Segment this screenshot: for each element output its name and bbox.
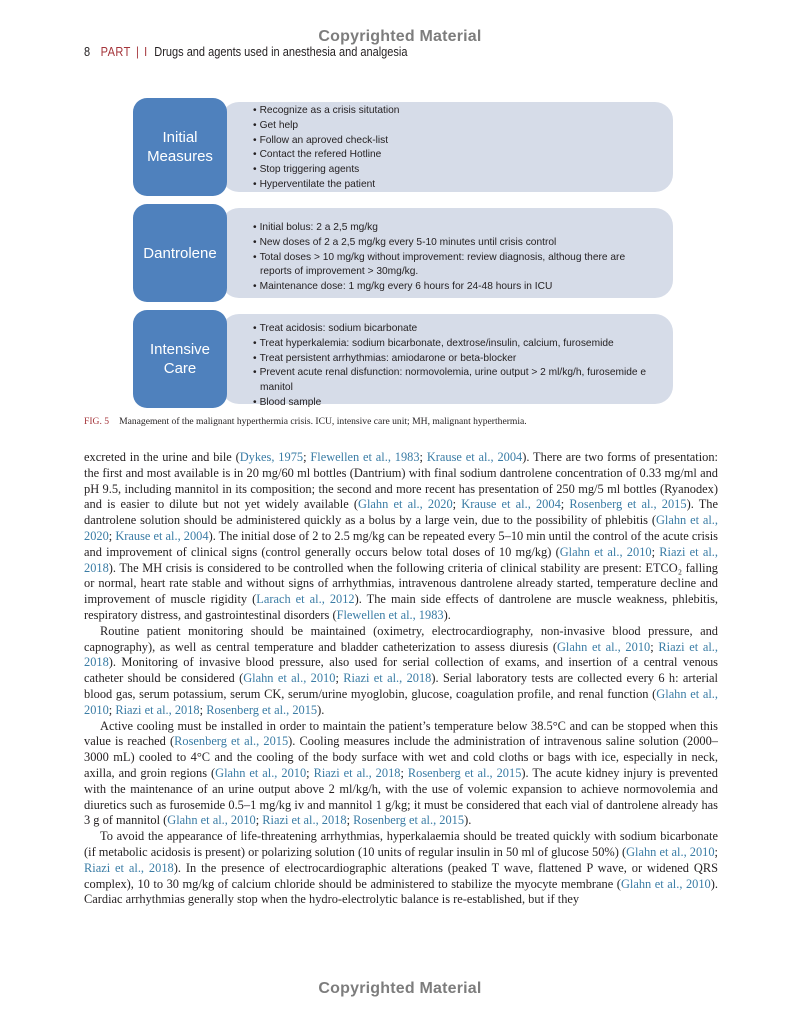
page-number: 8	[84, 45, 91, 59]
bullet-item: • Blood sample	[253, 396, 653, 411]
citation-link[interactable]: Glahn et al., 2010	[243, 671, 336, 686]
bullet-item: • Treat hyperkalemia: sodium bicarbonate, dextrose/insulin, calcium, furosemide	[253, 337, 653, 352]
running-head	[84, 45, 407, 59]
bullet-item: • Treat persistent arrhythmias: amiodarone or beta-blocker	[253, 352, 653, 367]
figure-mh-management	[133, 98, 673, 416]
bullet-item: • Total doses > 10 mg/kg without improvement: review diagnosis, althoug there are reports of improvement > 30mg/kg.	[253, 251, 653, 281]
paragraph-text: ).	[443, 607, 451, 622]
paragraph-text: ;	[108, 702, 116, 717]
paragraph-text: ;	[714, 844, 718, 859]
bullet-item: • New doses of 2 a 2,5 mg/kg every 5-10 minutes until crisis control	[253, 236, 653, 251]
figure-label: FIG. 5	[84, 416, 110, 427]
bullet-item: • Hyperventilate the patient	[253, 178, 653, 193]
citation-link[interactable]: Flewellen et al., 1983	[336, 607, 444, 622]
paragraph-text: ). In the presence of electrocardiographic alterations (peaked T wave, flattened P wave, or widened QRS complex), 10 to 30 mg/kg of calcium chloride should be administered to stabilize the myocyte membrane (	[84, 860, 718, 891]
paragraph-text: Routine patient monitoring should be maintained (oximetry, electrocardiography, non-invasive blood pressure, and capnography), as well as central temperature and bladder catheterization to assess diuresis (	[84, 623, 718, 654]
bullet-item: • Contact the refered Hotline	[253, 148, 653, 163]
paragraph-text: ;	[651, 544, 660, 559]
copyright-watermark-top: Copyrighted Material	[318, 28, 482, 45]
citation-link[interactable]: Glahn et al., 2020	[358, 497, 453, 512]
paragraph-text: ;	[255, 813, 263, 828]
paragraph-text: ).	[464, 813, 472, 828]
caption-text: Management of the malignant hyperthermia crisis. ICU, intensive care unit; MH, malignant hyperthermia.	[119, 416, 527, 427]
paragraph-text: ;	[306, 765, 314, 780]
citation-link[interactable]: Riazi et al., 2018	[84, 544, 718, 575]
bullet-item: • Recognize as a crisis situtation	[253, 104, 653, 119]
body-text	[84, 450, 718, 908]
citation-link[interactable]: Riazi et al., 2018	[84, 860, 174, 875]
figure-caption	[84, 416, 527, 427]
citation-link[interactable]: Riazi et al., 2018	[262, 813, 347, 828]
citation-link[interactable]: Glahn et al., 2010	[559, 544, 652, 559]
paragraph-text: ). The acute kidney injury is prevented with the maintenance of an urine output above 2 ml/kg/h, with the use of volemic expansion to achieve normovolemia and diuretics such as furosemide 0.5–1 mg/kg iv and mannitol 1 g/kg; it must be considered that each vial of dantrolene already has 3 g of mannitol (	[84, 765, 718, 828]
paragraph-text: ;	[108, 528, 116, 543]
citation-link[interactable]: Dykes, 1975	[239, 450, 304, 464]
bullet-item: • Maintenance dose: 1 mg/kg every 6 hours for 24-48 hours in ICU	[253, 280, 653, 295]
part-title: Drugs and agents used in anesthesia and analgesia	[154, 45, 408, 59]
paragraph-text: ;	[199, 702, 207, 717]
paragraph-text: ). Serial laboratory tests are collected every 6 h: arterial blood gas, serum potassium, serum CK, serum/urine myoglobin, glucose, coagulation profile, and renal function (	[84, 671, 718, 701]
bullet-item: • Stop triggering agents	[253, 163, 653, 178]
paragraph-text: ). The main side effects of dantrolene are muscle weakness, phlebitis, respiratory distress, and gastrointestinal disorders (	[84, 592, 718, 622]
paragraph-text: excreted in the urine and bile (	[84, 450, 240, 464]
citation-link[interactable]: Rosenberg et al., 2015	[407, 765, 522, 780]
citation-link[interactable]: Flewellen et al., 1983	[310, 450, 420, 464]
paragraph-text: ;	[452, 497, 462, 512]
citation-link[interactable]: Glahn et al., 2010	[84, 686, 718, 717]
part-separator: |	[136, 45, 139, 59]
citation-link[interactable]: Riazi et al., 2018	[115, 702, 200, 717]
citation-link[interactable]: Glahn et al., 2010	[626, 844, 715, 859]
citation-link[interactable]: Glahn et al., 2010	[620, 876, 711, 891]
citation-link[interactable]: Riazi et al., 2018	[343, 671, 432, 686]
citation-link[interactable]: Riazi et al., 2018	[313, 765, 401, 780]
paragraph-text: ). Cardiac arrhythmias generally stop when the hydro-electrolytic balance is re-established, but if they	[84, 876, 718, 907]
paragraph-text: ;	[650, 639, 659, 654]
copyright-watermark-bottom: Copyrighted Material	[318, 980, 482, 997]
paragraph-text: Active cooling must be installed in order to maintain the patient’s temperature below 38.5°C and can be stopped when this value is reached (	[84, 718, 718, 749]
figure-row-initial-measures	[133, 98, 673, 196]
paragraph-text: ). The MH crisis is considered to be controlled when the following criteria of clinical stability are present: ETCO₂ falling or normal, heart rate stable and without signs of arrhythmias, intravenous dantrolene already started, temperature decline and improvement of muscle rigidity (	[84, 560, 718, 607]
citation-link[interactable]: Glahn et al., 2010	[215, 765, 307, 780]
bullet-item: • Follow an aproved check-list	[253, 134, 653, 149]
paragraph-text: ;	[419, 450, 427, 464]
paragraph-text: ;	[335, 671, 344, 686]
bullet-item: • Initial bolus: 2 a 2,5 mg/kg	[253, 221, 653, 236]
citation-link[interactable]: Glahn et al., 2010	[167, 813, 256, 828]
bullet-item: • Treat acidosis: sodium bicarbonate	[253, 322, 653, 337]
citation-link[interactable]: Rosenberg et al., 2015	[569, 497, 687, 512]
citation-link[interactable]: Glahn et al., 2010	[556, 639, 651, 654]
paragraph-text: ). The dantrolene solution should be administered quickly as a bolus by a large vein, due to the possibility of phlebitis (	[84, 497, 718, 528]
paragraph-text: ). Cooling measures include the administration of intravenous saline solution (2000–3000 mL) cooled to 4°C and the cooling of the body surface with wet and cold cloths or bags with ice, especially in neck, axilla, and groin regions (	[84, 734, 718, 780]
row-label-box: Intensive Care	[133, 310, 227, 408]
paragraph-text: ). Monitoring of invasive blood pressure, also used for serial collection of exams, and insertion of a central venous catheter should be considered (	[84, 655, 718, 686]
paragraph	[84, 719, 718, 830]
bullet-item: • Prevent acute renal disfunction: normovolemia, urine output > 2 ml/kg/h, furosemide e manitol	[253, 366, 653, 396]
paragraph	[84, 624, 718, 719]
paragraph-text: To avoid the appearance of life-threatening arrhythmias, hyperkalaemia should be treated quickly with sodium bicarbonate (if metabolic acidosis is present) or polarizing solution (10 units of regular insulin in 50 ml of glucose 50%) (	[84, 829, 718, 859]
citation-link[interactable]: Rosenberg et al., 2015	[206, 702, 318, 717]
figure-row-intensive-care	[133, 310, 673, 408]
paragraph-text: ). There are two forms of presentation: the first and most available is in 20 mg/60 ml bottles (Dantrium) with final sodium dantrolene concentration of 0.33 mg/ml and pH 9.5, including mannitol in its composition; the second and more recent has presentation of 250 mg/5 ml bottles (Ryanodex) and is easier to dilute but not yet widely available (	[84, 450, 718, 512]
paragraph-text: ). The initial dose of 2 to 2.5 mg/kg can be repeated every 5–10 min until the control of the acute crisis and improvement of clinical signs (control generally occurs below total doses of 10 mg/kg) (	[84, 528, 718, 559]
part-number: I	[144, 45, 148, 59]
paragraph-text: ;	[560, 497, 570, 512]
bullet-list	[253, 322, 653, 411]
citation-link[interactable]: Rosenberg et al., 2015	[353, 813, 465, 828]
paragraph-text: ;	[303, 450, 311, 464]
bullet-list	[253, 104, 653, 193]
citation-link[interactable]: Rosenberg et al., 2015	[174, 734, 289, 749]
paragraph-text: ).	[317, 702, 325, 717]
figure-row-dantrolene	[133, 204, 673, 302]
citation-link[interactable]: Krause et al., 2004	[461, 497, 561, 512]
paragraph	[84, 450, 718, 624]
paragraph-text: ;	[346, 813, 354, 828]
citation-link[interactable]: Glahn et al., 2020	[84, 513, 718, 543]
part-label: PART	[100, 45, 131, 59]
citation-link[interactable]: Krause et al., 2004	[426, 450, 523, 464]
bullet-list	[253, 221, 653, 295]
citation-link[interactable]: Riazi et al., 2018	[84, 639, 718, 670]
row-label-box: Initial Measures	[133, 98, 227, 196]
citation-link[interactable]: Krause et al., 2004	[115, 528, 209, 543]
paragraph	[84, 829, 718, 908]
citation-link[interactable]: Larach et al., 2012	[256, 592, 355, 607]
paragraph-text: ;	[400, 765, 408, 780]
bullet-item: • Get help	[253, 119, 653, 134]
row-label-box: Dantrolene	[133, 204, 227, 302]
